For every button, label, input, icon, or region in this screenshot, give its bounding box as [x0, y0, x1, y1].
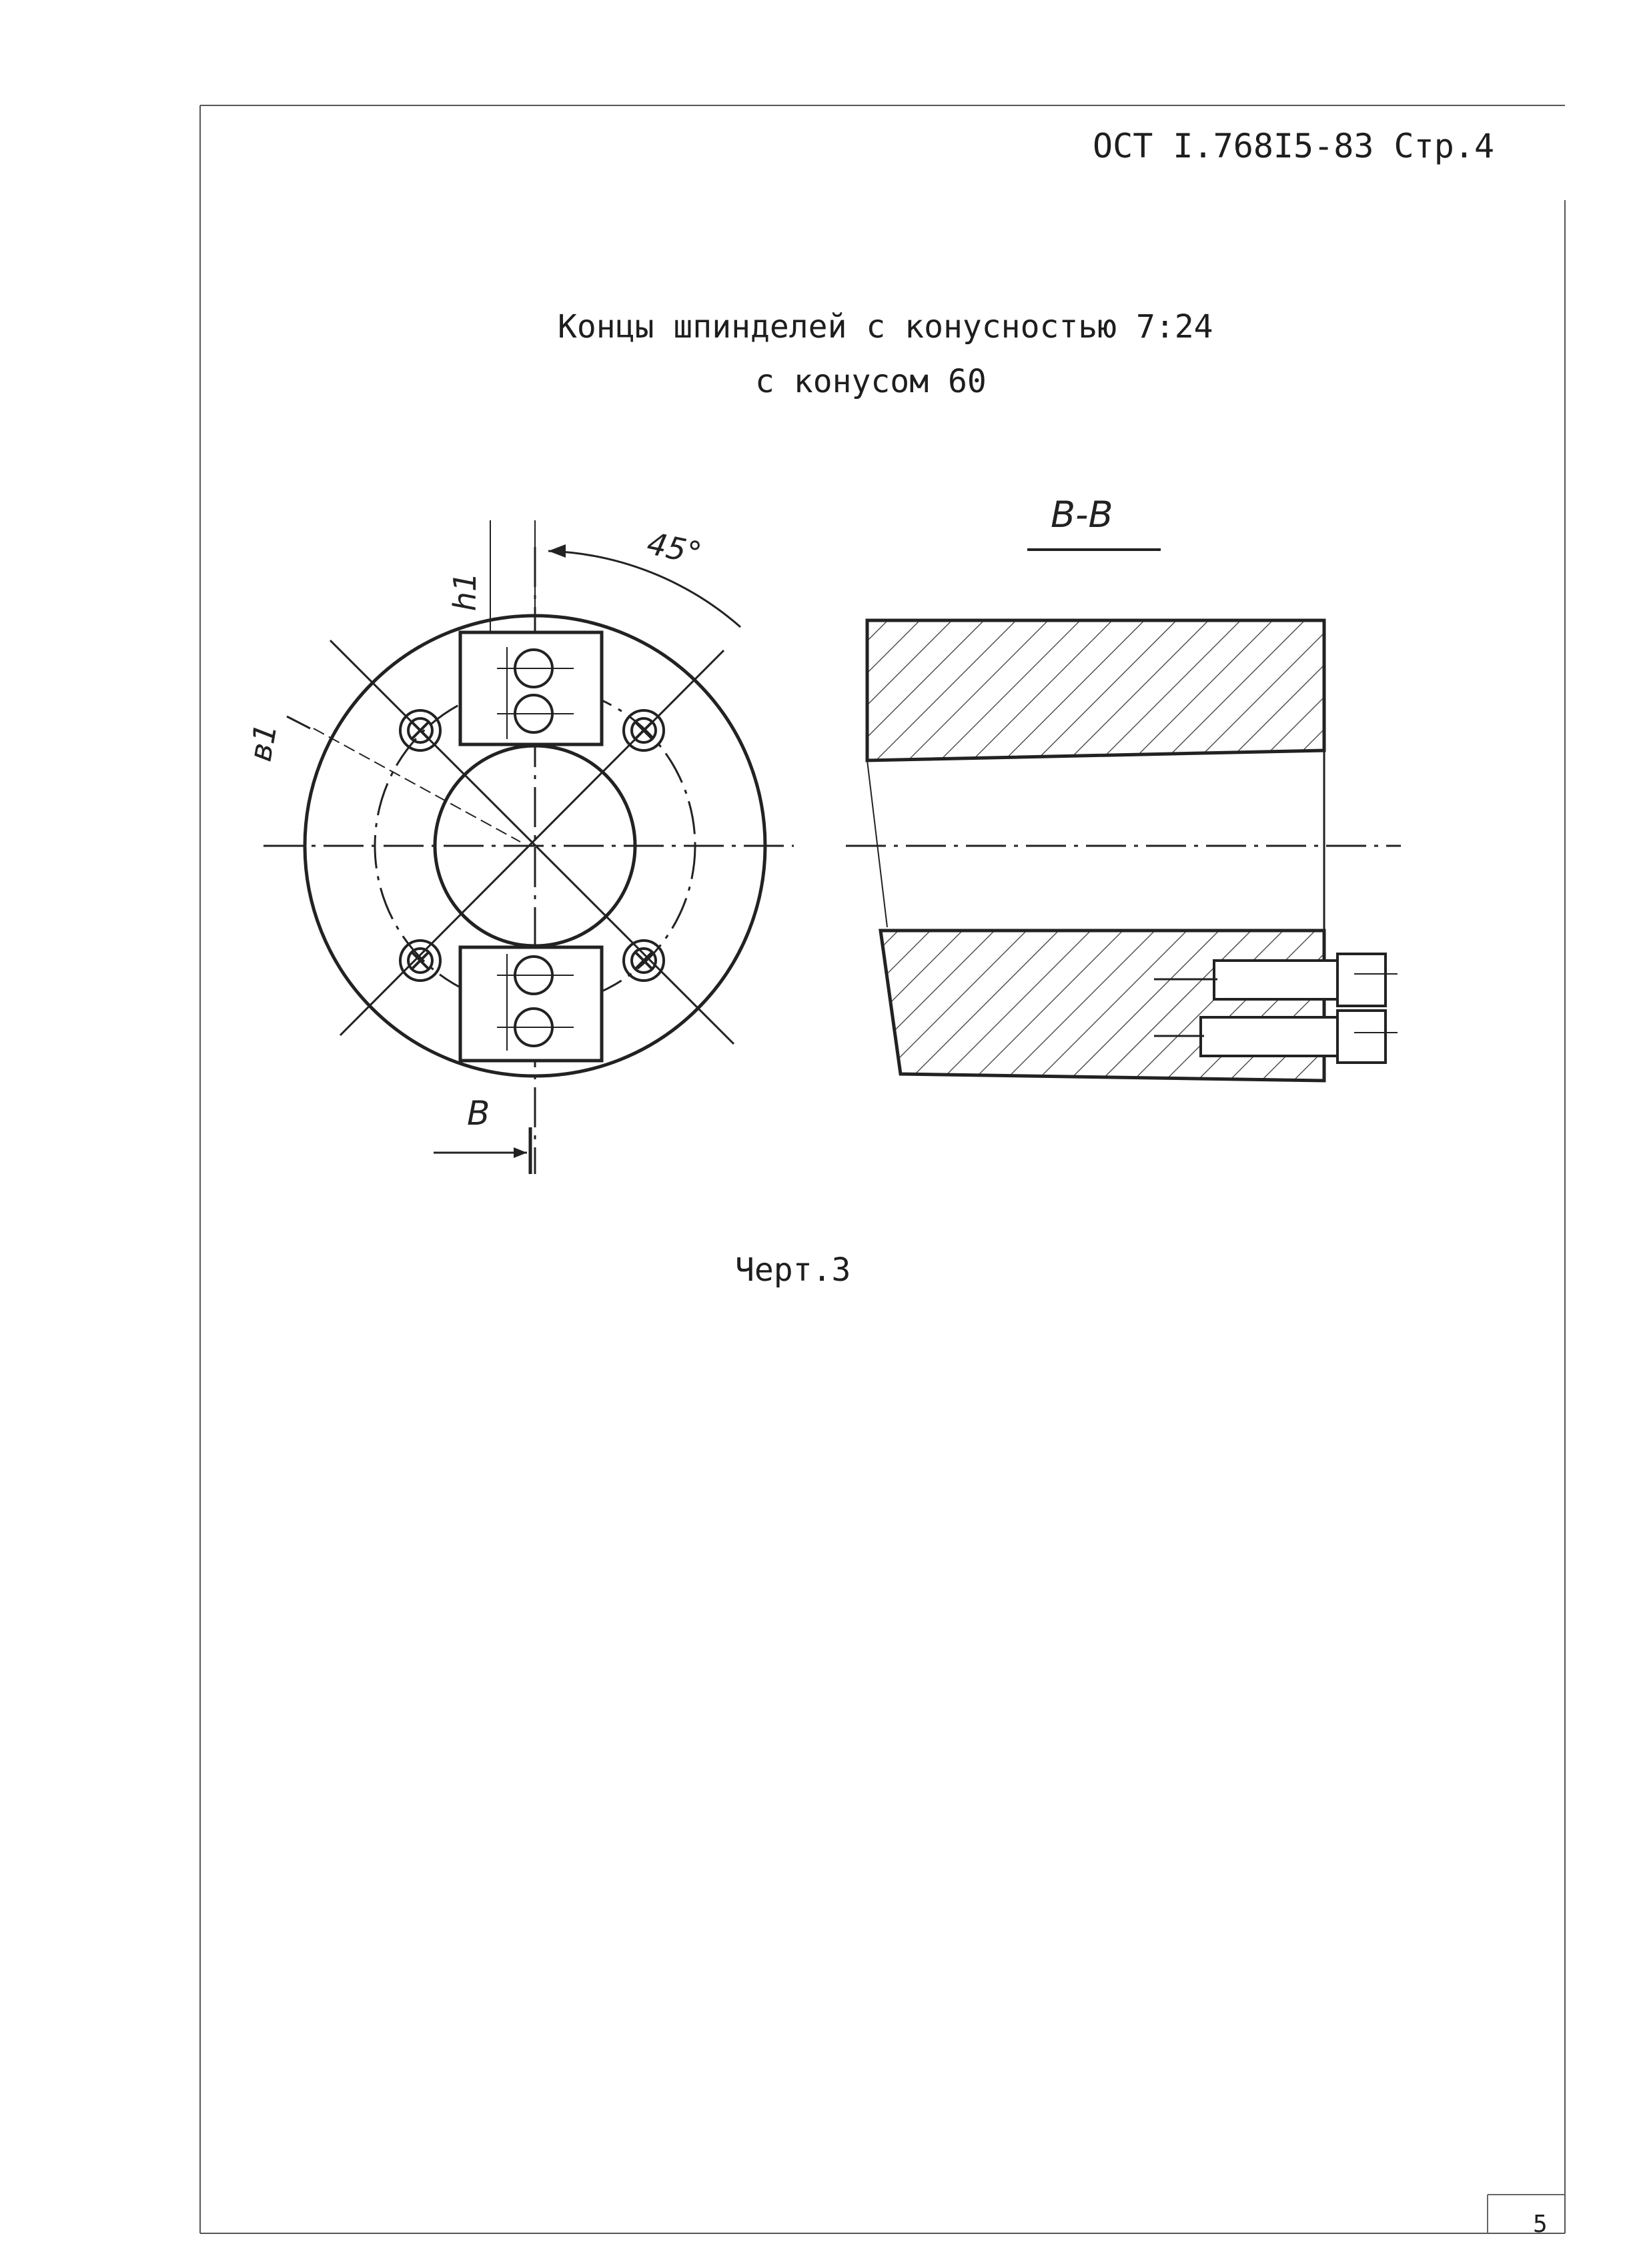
page-frame — [200, 105, 1565, 2233]
end-view — [263, 520, 794, 1174]
drawing-caption: Черт.3 — [735, 1251, 851, 1289]
section-label: В-В — [1051, 494, 1113, 536]
section-view — [846, 550, 1401, 1081]
title-line-2: с конусом 60 — [755, 363, 987, 400]
page-number: 5 — [1533, 2211, 1548, 2238]
angle-45: 45° — [644, 525, 705, 572]
cut-label: В — [467, 1094, 490, 1133]
document-code: ОСТ I.768I5-83 Стр.4 — [1093, 127, 1495, 165]
dim-h1: h1 — [447, 572, 484, 612]
title-line-1: Концы шпинделей с конусностью 7:24 — [558, 308, 1213, 346]
dim-b1: в1 — [241, 720, 284, 764]
page-number-box — [1488, 2195, 1565, 2233]
